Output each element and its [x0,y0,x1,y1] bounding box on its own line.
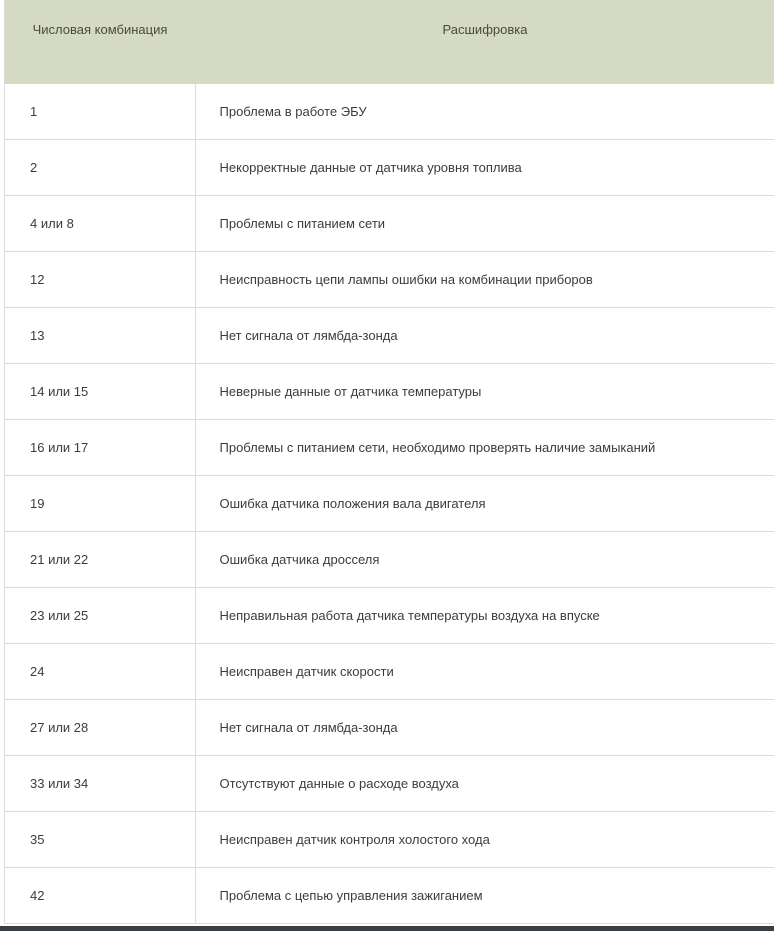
cell-description: Проблема с цепью управления зажиганием [195,868,774,924]
error-code-table-container [4,0,774,924]
bottom-bar [0,926,774,931]
cell-code: 42 [5,868,195,924]
table-row [5,420,774,476]
header-code-label: Числовая комбинация [32,22,168,37]
table-row [5,644,774,700]
cell-code: 27 или 28 [5,700,195,756]
table-row [5,84,774,140]
table-row [5,700,774,756]
header-code [5,0,195,84]
cell-description: Ошибка датчика дросселя [195,532,774,588]
table-row [5,588,774,644]
cell-code: 1 [5,84,195,140]
cell-description: Нет сигнала от лямбда-зонда [195,308,774,364]
table-row [5,868,774,924]
cell-description: Проблемы с питанием сети [195,196,774,252]
table-body [5,84,774,924]
table-row [5,364,774,420]
cell-code: 13 [5,308,195,364]
cell-description: Ошибка датчика положения вала двигателя [195,476,774,532]
header-description-label: Расшифровка [442,22,528,37]
cell-code: 35 [5,812,195,868]
table-row [5,532,774,588]
table-row [5,476,774,532]
table-row [5,812,774,868]
cell-code: 14 или 15 [5,364,195,420]
cell-description: Отсутствуют данные о расходе воздуха [195,756,774,812]
cell-description: Нет сигнала от лямбда-зонда [195,700,774,756]
cell-code: 16 или 17 [5,420,195,476]
cell-code: 23 или 25 [5,588,195,644]
cell-code: 21 или 22 [5,532,195,588]
cell-description: Неправильная работа датчика температуры воздуха на впуске [195,588,774,644]
cell-description: Проблема в работе ЭБУ [195,84,774,140]
cell-description: Неисправен датчик контроля холостого хода [195,812,774,868]
table-row [5,756,774,812]
cell-description: Проблемы с питанием сети, необходимо проверять наличие замыканий [195,420,774,476]
header-description [195,0,774,84]
cell-code: 19 [5,476,195,532]
cell-description: Неверные данные от датчика температуры [195,364,774,420]
table-row [5,252,774,308]
cell-code: 33 или 34 [5,756,195,812]
cell-description: Неисправен датчик скорости [195,644,774,700]
cell-code: 24 [5,644,195,700]
table-row [5,196,774,252]
table-row [5,140,774,196]
table-header [5,0,774,84]
cell-code: 2 [5,140,195,196]
error-code-table [5,0,774,924]
cell-description: Неисправность цепи лампы ошибки на комбинации приборов [195,252,774,308]
cell-code: 12 [5,252,195,308]
cell-description: Некорректные данные от датчика уровня топлива [195,140,774,196]
table-header-row [5,0,774,84]
table-row [5,308,774,364]
cell-code: 4 или 8 [5,196,195,252]
